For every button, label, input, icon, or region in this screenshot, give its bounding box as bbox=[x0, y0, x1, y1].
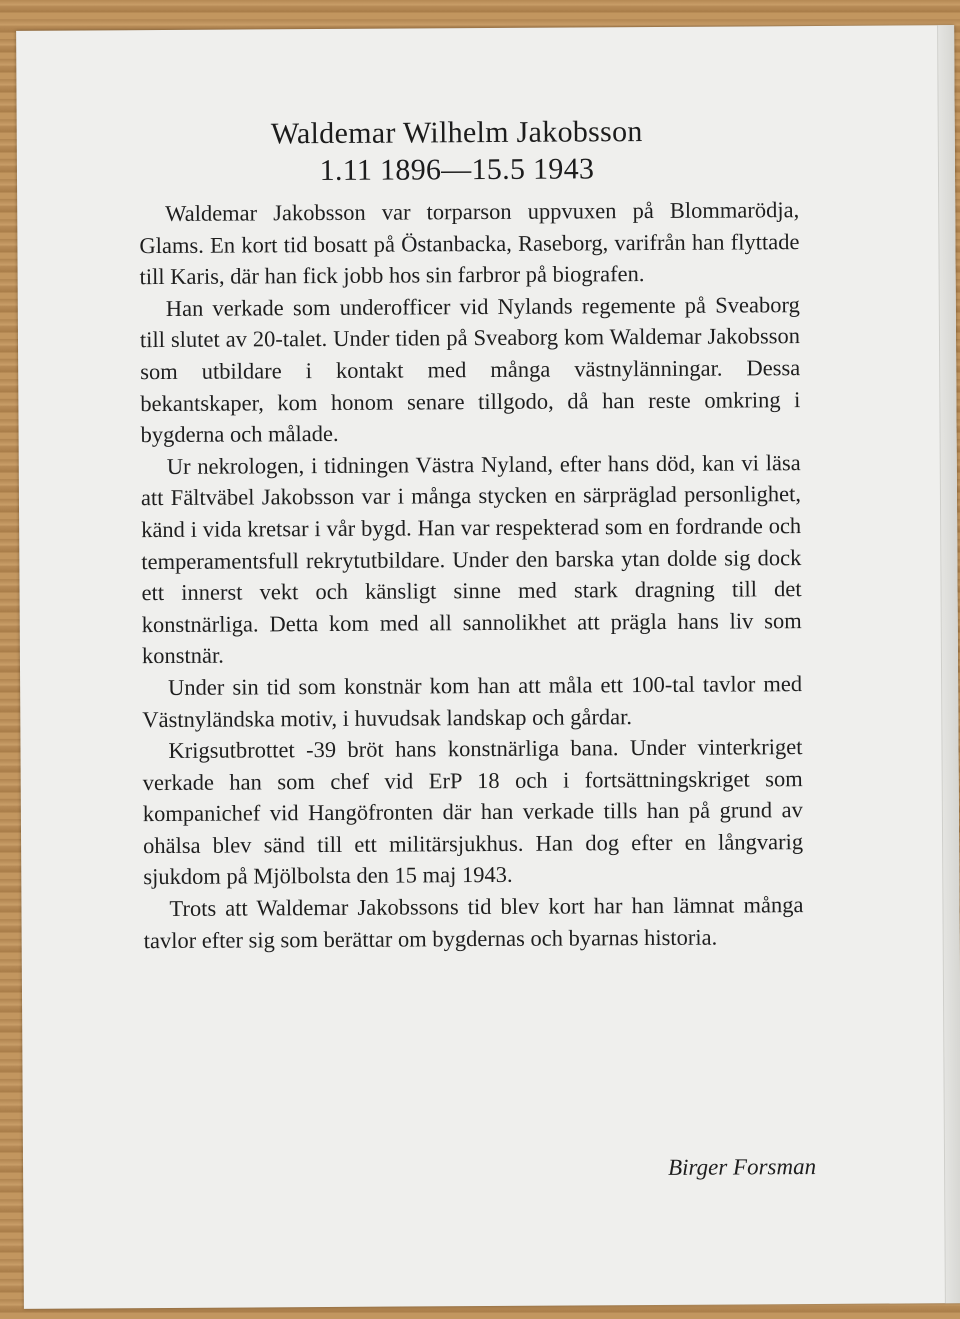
paragraph-2: Han verkade som underofficer vid Nylands regemente på Sveaborg till slutet av 20-talet. Under tiden på Sveaborg kom Waldemar Jakobsson som utbildare i kontakt med många västnylänningar. Dessa bekantskaper, kom honom senare tillgodo, då han reste omkring i bygderna och målade. bbox=[139, 291, 801, 448]
author-signature: Birger Forsman bbox=[667, 1154, 817, 1180]
paragraph-3: Ur nekrologen, i tidningen Västra Nyland, efter hans död, kan vi läsa att Fältväbel Jakobsson var i många stycken en särpräglad personlighet, känd i vida kretsar i vår bygd. Han var respekterad som en fordrande och temperamentsfull rekrytutbildare. Under den barska ytan dolde sig dock ett innerst vekt och känsligt sinne med stark dragning till det konstnärliga. Detta kom med all sannolikhet att prägla hans liv som konstnär. bbox=[140, 449, 802, 669]
paragraph-1: Waldemar Jakobsson var torparson uppvuxen på Blommarödja, Glams. En kort tid bosatt på Östanbacka, Raseborg, varifrån han flyttade till Karis, där han fick jobb hos sin farbror på biografen. bbox=[139, 197, 800, 290]
paragraph-4: Under sin tid som konstnär kom han att måla ett 100-tal tavlor med Västnyländska motiv, i huvudsak landskap och gårdar. bbox=[142, 670, 803, 732]
paragraph-5: Krigsutbrottet -39 bröt hans konstnärliga bana. Under vinterkriget verkade han som chef vid ErP 18 och i fortsättningskriget som kompanichef vid Hangöfronten där han verkade tills han på grund av ohälsa blev sänd till ett militärsjukhus. Han dog efter en långvarig sjukdom på Mjölbolsta den 15 maj 1943. bbox=[142, 734, 804, 890]
document-dates: 1.11 1896—15.5 1943 bbox=[319, 152, 595, 188]
document-page bbox=[16, 25, 960, 1309]
page-fold bbox=[937, 25, 960, 1303]
document-title: Waldemar Wilhelm Jakobsson bbox=[270, 115, 643, 151]
paragraph-6: Trots att Waldemar Jakobssons tid blev kort har han lämnat många tavlor efter sig som berättar om bygdernas och byarnas historia. bbox=[143, 892, 804, 953]
article-body bbox=[139, 194, 804, 956]
